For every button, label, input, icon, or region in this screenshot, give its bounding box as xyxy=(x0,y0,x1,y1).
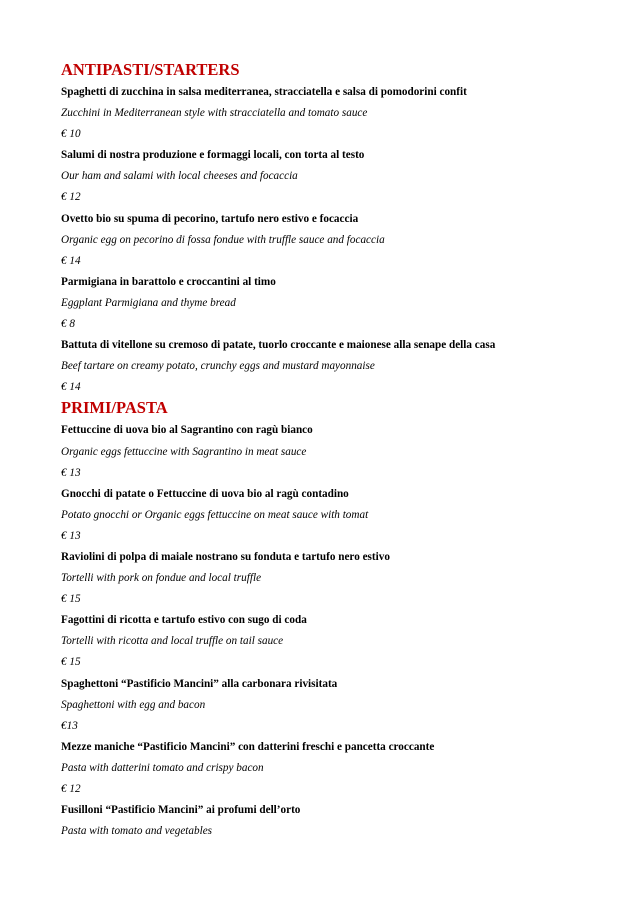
menu-item xyxy=(61,674,640,737)
dish-price: € 12 xyxy=(61,191,81,204)
menu-item xyxy=(61,800,640,842)
dish-price: € 13 xyxy=(61,529,81,542)
dish-description: Pasta with datterini tomato and crispy bacon xyxy=(61,761,264,774)
dish-name: Mezze maniche “Pastificio Mancini” con datterini freschi e pancetta croccante xyxy=(61,740,435,753)
dish-name: Fagottini di ricotta e tartufo estivo con sugo di coda xyxy=(61,614,307,627)
dish-name: Fettuccine di uova bio al Sagrantino con ragù bianco xyxy=(61,424,313,437)
dish-price: € 12 xyxy=(61,783,81,795)
dish-name: Battuta di vitellone su cremoso di patate, tuorlo croccante e maionese alla senape della casa xyxy=(61,339,496,352)
dish-description: Zucchini in Mediterranean style with stracciatella and tomato sauce xyxy=(61,107,368,120)
dish-description: Tortelli with pork on fondue and local truffle xyxy=(61,572,262,585)
dish-description: Beef tartare on creamy potato, crunchy eggs and mustard mayonnaise xyxy=(61,360,375,373)
dish-description: Potato gnocchi or Organic eggs fettuccine on meat sauce with tomat xyxy=(61,508,369,521)
menu-item xyxy=(61,547,640,610)
dish-description: Our ham and salami with local cheeses and focaccia xyxy=(61,170,298,183)
section-title: ANTIPASTI/STARTERS xyxy=(61,60,240,79)
dish-price: € 15 xyxy=(61,656,81,669)
dish-name: Ovetto bio su spuma di pecorino, tartufo nero estivo e focaccia xyxy=(61,212,359,225)
dish-description: Organic eggs fettuccine with Sagrantino in meat sauce xyxy=(61,445,307,458)
dish-price: € 15 xyxy=(61,593,81,606)
dish-price: € 13 xyxy=(61,466,81,479)
menu-item xyxy=(61,610,640,673)
dish-description: Pasta with tomato and vegetables xyxy=(61,825,213,838)
menu-item xyxy=(61,335,640,398)
dish-price: € 8 xyxy=(61,318,75,331)
menu-item xyxy=(61,420,640,483)
menu-item xyxy=(61,272,640,335)
dish-price: € 10 xyxy=(61,128,81,141)
dish-name: Spaghettoni “Pastificio Mancini” alla carbonara rivisitata xyxy=(61,677,338,690)
dish-name: Parmigiana in barattolo e croccantini al timo xyxy=(61,275,276,288)
dish-name: Raviolini di polpa di maiale nostrano su fonduta e tartufo nero estivo xyxy=(61,550,390,563)
dish-name: Gnocchi di patate o Fettuccine di uova bio al ragù contadino xyxy=(61,487,349,500)
dish-name: Spaghetti di zucchina in salsa mediterranea, stracciatella e salsa di pomodorini confit xyxy=(61,86,467,98)
dish-description: Tortelli with ricotta and local truffle on tail sauce xyxy=(61,635,284,648)
menu-item xyxy=(61,737,640,800)
dish-description: Organic egg on pecorino di fossa fondue with truffle sauce and focaccia xyxy=(61,233,385,246)
menu-item xyxy=(61,82,640,145)
menu-item xyxy=(61,484,640,547)
dish-description: Spaghettoni with egg and bacon xyxy=(61,698,206,711)
dish-description: Eggplant Parmigiana and thyme bread xyxy=(61,296,236,309)
dish-name: Fusilloni “Pastificio Mancini” ai profumi dell’orto xyxy=(61,804,301,817)
dish-price: € 14 xyxy=(61,254,81,267)
dish-price: €13 xyxy=(61,719,78,732)
menu-item xyxy=(61,209,640,272)
dish-name: Salumi di nostra produzione e formaggi locali, con torta al testo xyxy=(61,149,365,162)
section-title: PRIMI/PASTA xyxy=(61,398,168,418)
menu-item xyxy=(61,145,640,208)
dish-price: € 14 xyxy=(61,381,81,394)
